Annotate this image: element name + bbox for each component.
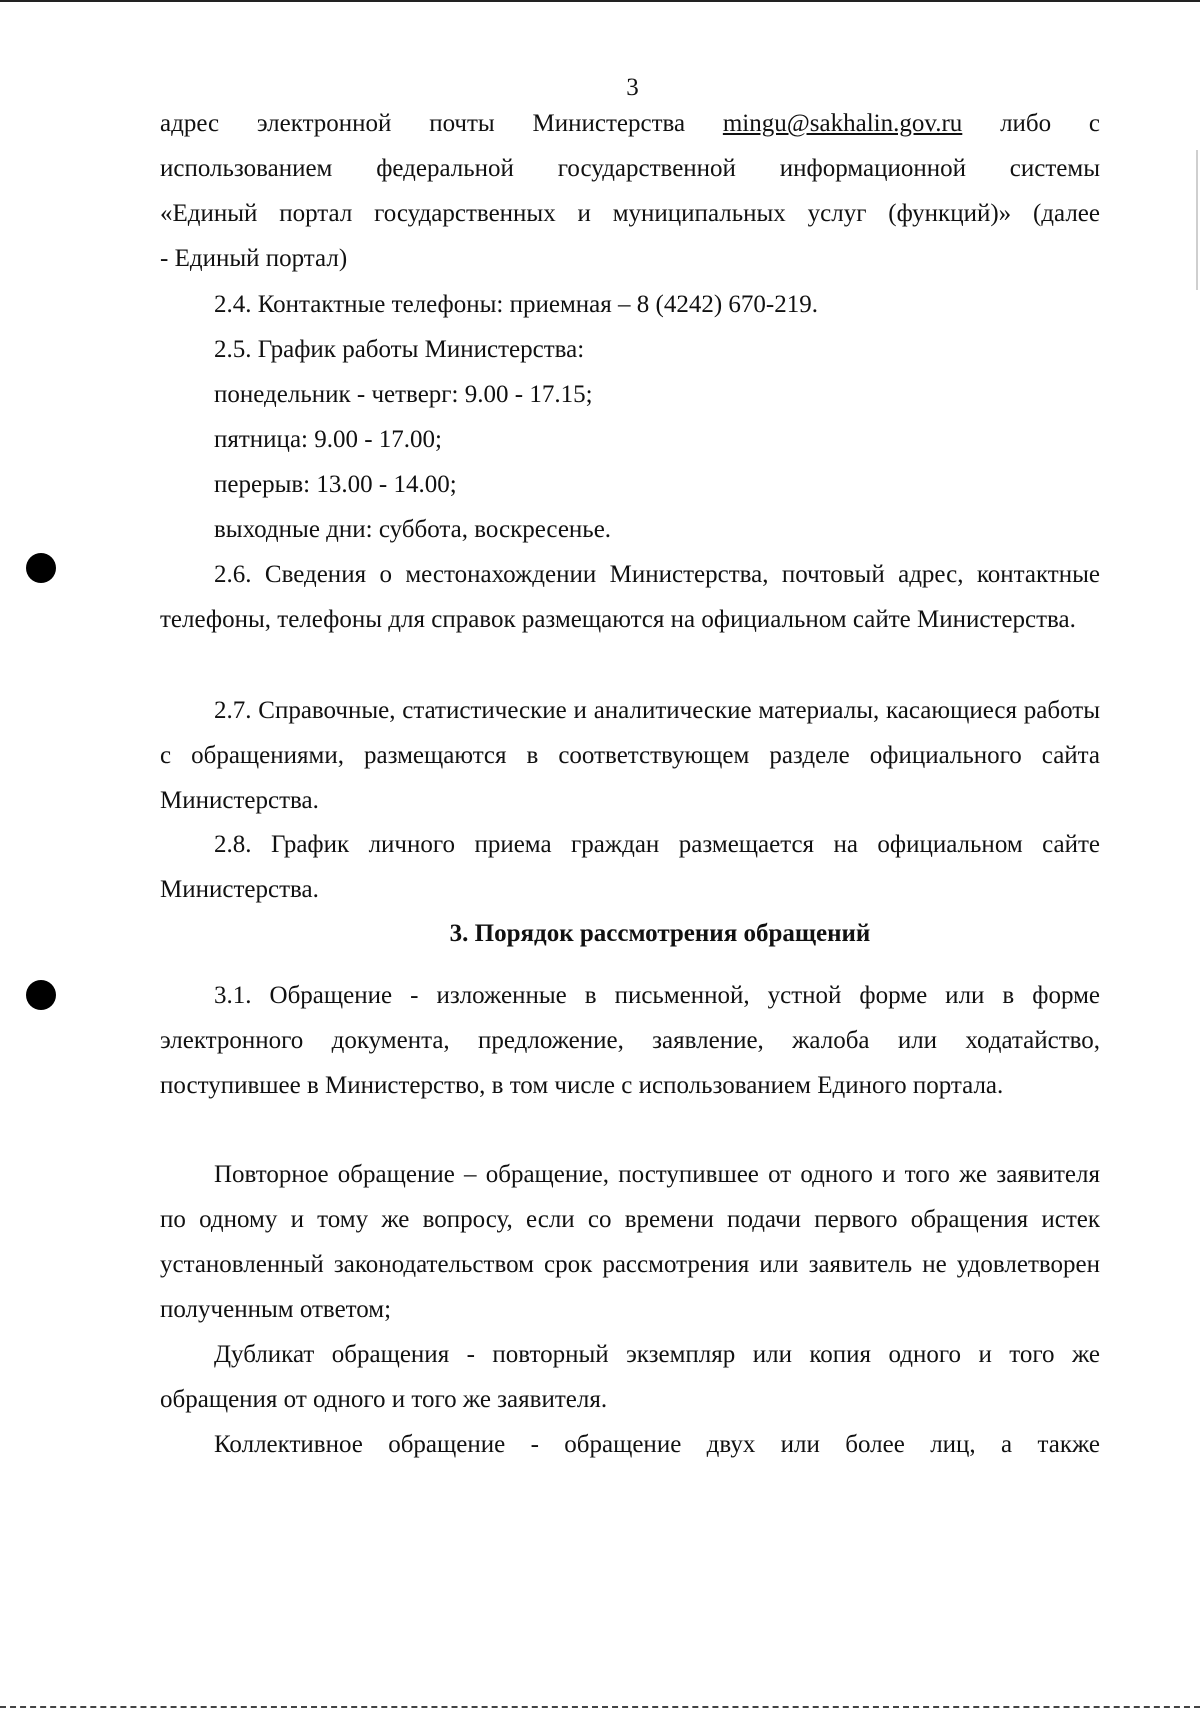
email-line xyxy=(160,100,1100,148)
schedule-weekend: выходные дни: суббота, воскресенье. xyxy=(214,516,612,543)
email-line-post: либо с xyxy=(1000,110,1101,137)
punch-hole-upper xyxy=(26,553,56,583)
schedule-mon-thu: понедельник - четверг: 9.00 - 17.15; xyxy=(214,381,593,408)
email-line-pre: адрес электронной почты Министерства xyxy=(160,110,686,137)
right-scan-mark xyxy=(1196,150,1198,290)
punch-hole-lower xyxy=(26,980,56,1010)
paragraph-2-7: 2.7. Справочные, статистические и аналитические материалы, касающиеся работы с обращениями, размещаются в соответствующем разделе официального сайта Министерства. xyxy=(160,697,1100,814)
paragraph-2-8: 2.8. График личного приема граждан размещается на официальном сайте Министерства. xyxy=(160,831,1100,903)
definition-collective-appeal: Коллективное обращение - обращение двух или более лиц, а также xyxy=(214,1431,1100,1458)
schedule-break: перерыв: 13.00 - 14.00; xyxy=(214,471,457,498)
definition-duplicate-appeal: Дубликат обращения - повторный экземпляр или копия одного и того же обращения от одного и того же заявителя. xyxy=(160,1341,1100,1413)
contacts-line-3: «Единый портал государственных и муниципальных услуг (функций)» (далее xyxy=(160,200,1100,227)
definition-repeat-appeal: Повторное обращение – обращение, поступившее от одного и того же заявителя по одному и тому же вопросу, если со времени подачи первого обращения истек установленный законодательством срок рассмотрения или заявитель не удовлетворен полученным ответом; xyxy=(160,1161,1100,1323)
schedule-friday: пятница: 9.00 - 17.00; xyxy=(214,426,443,453)
contacts-line-4: - Единый портал) xyxy=(160,245,348,272)
bottom-scan-border xyxy=(0,1706,1200,1710)
paragraph-2-4-phones: 2.4. Контактные телефоны: приемная – 8 (4242) 670-219. xyxy=(214,291,818,318)
page-number: 3 xyxy=(626,74,639,101)
paragraph-2-5-schedule: 2.5. График работы Министерства: xyxy=(214,336,585,363)
paragraph-2-6: 2.6. Сведения о местонахождении Министерства, почтовый адрес, контактные телефоны, телефоны для справок размещаются на официальном сайте Министерства. xyxy=(160,561,1100,633)
section-3-heading: 3. Порядок рассмотрения обращений xyxy=(449,920,871,947)
ministry-email-link[interactable]: mingu@sakhalin.gov.ru xyxy=(722,110,963,137)
top-scan-border xyxy=(0,0,1200,2)
paragraph-3-1: 3.1. Обращение - изложенные в письменной, устной форме или в форме электронного документа, предложение, заявление, жалоба или ходатайство, поступившее в Министерство, в том числе с использованием Единого портала. xyxy=(160,982,1100,1099)
contacts-line-2: использованием федеральной государственной информационной системы xyxy=(160,155,1100,182)
